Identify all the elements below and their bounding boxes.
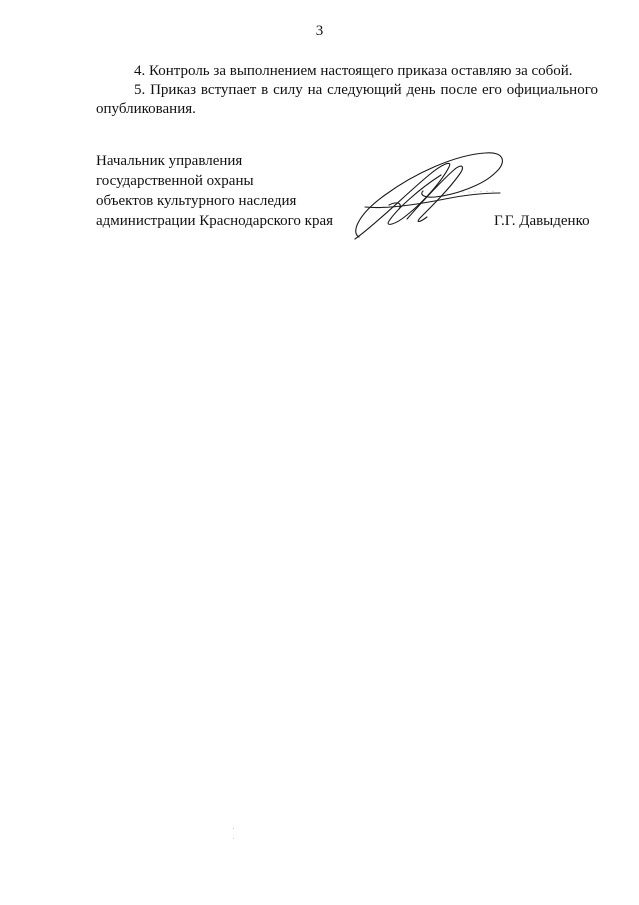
paragraph-effective-date: 5. Приказ вступает в силу на следующий день после его официального опубликования. [96,82,598,117]
signatory-title [96,151,333,231]
signatory-title-line: объектов культурного наследия [96,193,297,209]
paragraph-control: 4. Контроль за выполнением настоящего приказа оставляю за собой. [134,63,573,79]
body-text [96,62,598,119]
scan-artifact-dot [233,838,234,839]
page-number: 3 [315,23,324,39]
signatory-name: Г.Г. Давыденко [494,213,590,229]
signatory-title-line: администрации Краснодарского края [96,213,334,229]
signatory-title-line: государственной охраны [96,173,254,189]
scan-artifact-dot [233,828,234,829]
handwritten-signature [345,145,510,245]
signatory-title-line: Начальник управления [96,153,243,169]
